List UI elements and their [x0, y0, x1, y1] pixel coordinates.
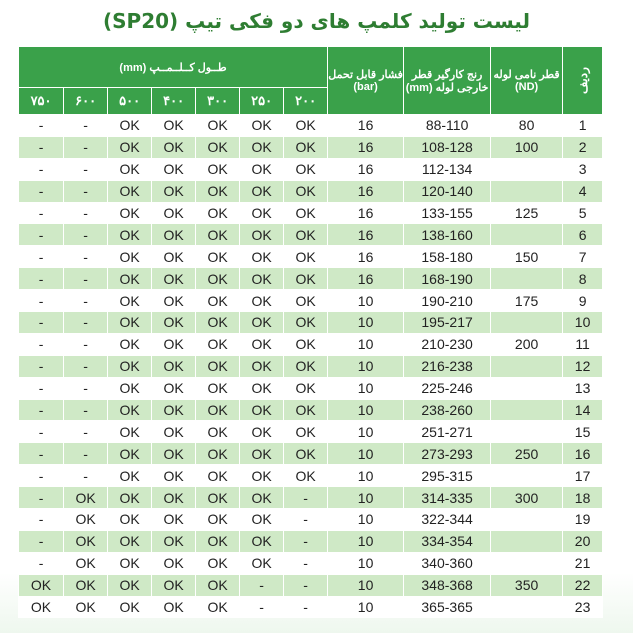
working-range-cell: 112-134 — [404, 158, 491, 180]
length-availability-cell: - — [19, 290, 64, 312]
nominal-diameter-cell — [491, 355, 563, 377]
length-availability-cell: OK — [108, 552, 152, 574]
working-range-cell: 108-128 — [404, 136, 491, 158]
length-availability-cell: OK — [240, 115, 284, 137]
length-availability-cell: OK — [196, 180, 240, 202]
length-availability-cell: - — [64, 465, 108, 487]
pressure-cell: 10 — [328, 355, 404, 377]
table-head — [19, 47, 603, 115]
length-availability-cell: OK — [152, 246, 196, 268]
length-availability-cell: OK — [196, 224, 240, 246]
nominal-diameter-cell — [491, 180, 563, 202]
table-row — [19, 596, 603, 618]
length-availability-cell: OK — [152, 224, 196, 246]
header-length-2: ۳۰۰ — [196, 88, 240, 115]
pressure-cell: 10 — [328, 443, 404, 465]
length-availability-cell: OK — [284, 136, 328, 158]
pressure-cell: 10 — [328, 596, 404, 618]
length-availability-cell: OK — [108, 355, 152, 377]
length-availability-cell: - — [64, 224, 108, 246]
length-availability-cell: OK — [108, 246, 152, 268]
length-availability-cell: - — [284, 574, 328, 596]
length-availability-cell: OK — [196, 290, 240, 312]
length-availability-cell: OK — [152, 268, 196, 290]
length-availability-cell: - — [19, 224, 64, 246]
length-availability-cell: - — [19, 246, 64, 268]
length-availability-cell: OK — [108, 290, 152, 312]
length-availability-cell: - — [284, 487, 328, 509]
nominal-diameter-cell: 300 — [491, 487, 563, 509]
length-availability-cell: - — [19, 552, 64, 574]
header-length-0: ۲۰۰ — [284, 88, 328, 115]
table-row — [19, 312, 603, 334]
nominal-diameter-cell: 250 — [491, 443, 563, 465]
length-availability-cell: OK — [240, 136, 284, 158]
length-availability-cell: OK — [196, 268, 240, 290]
pressure-cell: 16 — [328, 115, 404, 137]
length-availability-cell: OK — [108, 377, 152, 399]
length-availability-cell: - — [19, 530, 64, 552]
length-availability-cell: OK — [152, 290, 196, 312]
page-title: لیست تولید کلمپ های دو فکی تیپ (SP20) — [103, 9, 530, 33]
length-availability-cell: OK — [108, 312, 152, 334]
nominal-diameter-cell — [491, 530, 563, 552]
header-row-number: ردیف — [563, 47, 603, 115]
length-availability-cell: - — [19, 355, 64, 377]
nominal-diameter-cell — [491, 312, 563, 334]
length-availability-cell: OK — [64, 530, 108, 552]
table-row — [19, 115, 603, 137]
length-availability-cell: OK — [108, 202, 152, 224]
length-availability-cell: - — [19, 443, 64, 465]
table-row — [19, 136, 603, 158]
header-length-5: ۶۰۰ — [64, 88, 108, 115]
length-availability-cell: - — [19, 377, 64, 399]
pressure-cell: 16 — [328, 180, 404, 202]
length-availability-cell: - — [240, 596, 284, 618]
length-availability-cell: OK — [196, 202, 240, 224]
row-number-cell: 22 — [563, 574, 603, 596]
length-availability-cell: - — [64, 399, 108, 421]
length-availability-cell: OK — [196, 399, 240, 421]
row-number-cell: 4 — [563, 180, 603, 202]
table-row — [19, 355, 603, 377]
working-range-cell: 314-335 — [404, 487, 491, 509]
pressure-cell: 10 — [328, 421, 404, 443]
nominal-diameter-cell: 175 — [491, 290, 563, 312]
length-availability-cell: OK — [284, 268, 328, 290]
length-availability-cell: OK — [152, 333, 196, 355]
pressure-cell: 16 — [328, 268, 404, 290]
length-availability-cell: - — [19, 136, 64, 158]
working-range-cell: 334-354 — [404, 530, 491, 552]
nominal-diameter-cell: 150 — [491, 246, 563, 268]
length-availability-cell: OK — [152, 355, 196, 377]
length-availability-cell: - — [64, 268, 108, 290]
pressure-cell: 10 — [328, 552, 404, 574]
length-availability-cell: OK — [108, 399, 152, 421]
pressure-cell: 16 — [328, 224, 404, 246]
length-availability-cell: OK — [108, 268, 152, 290]
length-availability-cell: OK — [240, 333, 284, 355]
length-availability-cell: OK — [196, 574, 240, 596]
length-availability-cell: OK — [284, 443, 328, 465]
row-number-cell: 15 — [563, 421, 603, 443]
length-availability-cell: OK — [152, 202, 196, 224]
row-number-cell: 6 — [563, 224, 603, 246]
working-range-cell: 133-155 — [404, 202, 491, 224]
table-row — [19, 333, 603, 355]
length-availability-cell: OK — [152, 421, 196, 443]
length-availability-cell: OK — [196, 421, 240, 443]
length-availability-cell: OK — [284, 399, 328, 421]
length-availability-cell: OK — [284, 333, 328, 355]
length-availability-cell: - — [19, 312, 64, 334]
length-availability-cell: OK — [196, 443, 240, 465]
row-number-cell: 18 — [563, 487, 603, 509]
length-availability-cell: OK — [152, 377, 196, 399]
table-row — [19, 290, 603, 312]
length-availability-cell: OK — [152, 465, 196, 487]
pressure-cell: 10 — [328, 487, 404, 509]
nominal-diameter-cell — [491, 465, 563, 487]
nominal-diameter-cell: 200 — [491, 333, 563, 355]
length-availability-cell: OK — [240, 465, 284, 487]
pressure-cell: 16 — [328, 246, 404, 268]
length-availability-cell: - — [19, 202, 64, 224]
length-availability-cell: - — [64, 246, 108, 268]
length-availability-cell: OK — [240, 224, 284, 246]
length-availability-cell: - — [19, 268, 64, 290]
working-range-cell: 225-246 — [404, 377, 491, 399]
table-row — [19, 421, 603, 443]
table-row — [19, 509, 603, 531]
length-availability-cell: OK — [152, 552, 196, 574]
row-number-cell: 13 — [563, 377, 603, 399]
working-range-cell: 273-293 — [404, 443, 491, 465]
length-availability-cell: OK — [108, 509, 152, 531]
row-number-cell: 12 — [563, 355, 603, 377]
pressure-cell: 10 — [328, 333, 404, 355]
row-number-cell: 7 — [563, 246, 603, 268]
working-range-cell: 295-315 — [404, 465, 491, 487]
length-availability-cell: - — [64, 377, 108, 399]
length-availability-cell: OK — [196, 487, 240, 509]
length-availability-cell: - — [284, 552, 328, 574]
length-availability-cell: - — [284, 530, 328, 552]
length-availability-cell: OK — [108, 333, 152, 355]
working-range-cell: 322-344 — [404, 509, 491, 531]
length-availability-cell: - — [284, 596, 328, 618]
table-row — [19, 552, 603, 574]
length-availability-cell: OK — [284, 377, 328, 399]
length-availability-cell: OK — [152, 443, 196, 465]
length-availability-cell: - — [19, 333, 64, 355]
length-availability-cell: OK — [284, 158, 328, 180]
length-availability-cell: OK — [108, 158, 152, 180]
nominal-diameter-cell: 125 — [491, 202, 563, 224]
length-availability-cell: OK — [240, 377, 284, 399]
working-range-cell: 120-140 — [404, 180, 491, 202]
length-availability-cell: - — [64, 355, 108, 377]
length-availability-cell: OK — [240, 246, 284, 268]
length-availability-cell: OK — [196, 355, 240, 377]
length-availability-cell: - — [284, 509, 328, 531]
length-availability-cell: OK — [152, 136, 196, 158]
length-availability-cell: OK — [196, 115, 240, 137]
nominal-diameter-cell: 350 — [491, 574, 563, 596]
pressure-cell: 16 — [328, 202, 404, 224]
length-availability-cell: - — [19, 115, 64, 137]
length-availability-cell: OK — [108, 487, 152, 509]
length-availability-cell: - — [19, 487, 64, 509]
length-availability-cell: OK — [196, 509, 240, 531]
pressure-cell: 16 — [328, 158, 404, 180]
length-availability-cell: OK — [152, 596, 196, 618]
table-row — [19, 377, 603, 399]
row-number-cell: 17 — [563, 465, 603, 487]
length-availability-cell: - — [19, 399, 64, 421]
working-range-cell: 190-210 — [404, 290, 491, 312]
length-availability-cell: OK — [152, 574, 196, 596]
nominal-diameter-cell — [491, 509, 563, 531]
length-availability-cell: OK — [108, 443, 152, 465]
working-range-cell: 340-360 — [404, 552, 491, 574]
pressure-cell: 10 — [328, 399, 404, 421]
table-row — [19, 268, 603, 290]
row-number-cell: 8 — [563, 268, 603, 290]
nominal-diameter-cell — [491, 158, 563, 180]
pressure-cell: 10 — [328, 312, 404, 334]
table-row — [19, 224, 603, 246]
table-row — [19, 530, 603, 552]
table-row — [19, 180, 603, 202]
pressure-cell: 10 — [328, 574, 404, 596]
length-availability-cell: - — [240, 574, 284, 596]
length-availability-cell: - — [64, 180, 108, 202]
length-availability-cell: - — [64, 312, 108, 334]
length-availability-cell: OK — [284, 290, 328, 312]
working-range-cell: 251-271 — [404, 421, 491, 443]
length-availability-cell: - — [19, 180, 64, 202]
length-availability-cell: OK — [108, 530, 152, 552]
pressure-cell: 10 — [328, 290, 404, 312]
table-row — [19, 202, 603, 224]
length-availability-cell: OK — [64, 596, 108, 618]
length-availability-cell: OK — [152, 180, 196, 202]
pressure-cell: 10 — [328, 509, 404, 531]
length-availability-cell: - — [64, 202, 108, 224]
table-row — [19, 487, 603, 509]
length-availability-cell: OK — [108, 180, 152, 202]
length-availability-cell: OK — [196, 596, 240, 618]
working-range-cell: 195-217 — [404, 312, 491, 334]
length-availability-cell: - — [64, 136, 108, 158]
length-availability-cell: OK — [284, 202, 328, 224]
length-availability-cell: - — [64, 421, 108, 443]
length-availability-cell: OK — [108, 136, 152, 158]
row-number-cell: 20 — [563, 530, 603, 552]
length-availability-cell: OK — [152, 115, 196, 137]
header-length-4: ۵۰۰ — [108, 88, 152, 115]
length-availability-cell: OK — [196, 246, 240, 268]
length-availability-cell: OK — [108, 574, 152, 596]
length-availability-cell: OK — [196, 136, 240, 158]
length-availability-cell: OK — [240, 552, 284, 574]
table-row — [19, 574, 603, 596]
length-availability-cell: OK — [19, 574, 64, 596]
header-pressure: فشار قابل تحمل (bar) — [328, 47, 404, 115]
length-availability-cell: OK — [284, 224, 328, 246]
length-availability-cell: OK — [64, 509, 108, 531]
working-range-cell: 168-190 — [404, 268, 491, 290]
length-availability-cell: - — [19, 509, 64, 531]
length-availability-cell: OK — [196, 530, 240, 552]
nominal-diameter-cell: 80 — [491, 115, 563, 137]
length-availability-cell: OK — [284, 246, 328, 268]
row-number-cell: 5 — [563, 202, 603, 224]
length-availability-cell: OK — [240, 487, 284, 509]
working-range-cell: 158-180 — [404, 246, 491, 268]
working-range-cell: 365-365 — [404, 596, 491, 618]
length-availability-cell: OK — [108, 115, 152, 137]
nominal-diameter-cell: 100 — [491, 136, 563, 158]
header-length-3: ۴۰۰ — [152, 88, 196, 115]
row-number-cell: 9 — [563, 290, 603, 312]
row-number-cell: 23 — [563, 596, 603, 618]
working-range-cell: 238-260 — [404, 399, 491, 421]
working-range-cell: 138-160 — [404, 224, 491, 246]
length-availability-cell: OK — [152, 158, 196, 180]
length-availability-cell: OK — [240, 443, 284, 465]
nominal-diameter-cell — [491, 224, 563, 246]
length-availability-cell: OK — [108, 421, 152, 443]
nominal-diameter-cell — [491, 377, 563, 399]
length-availability-cell: OK — [64, 552, 108, 574]
length-availability-cell: - — [19, 465, 64, 487]
header-length-1: ۲۵۰ — [240, 88, 284, 115]
length-availability-cell: OK — [240, 312, 284, 334]
table-row — [19, 246, 603, 268]
length-availability-cell: - — [64, 290, 108, 312]
length-availability-cell: - — [64, 333, 108, 355]
length-availability-cell: OK — [196, 377, 240, 399]
header-clamp-length: طــول کــلــمــپ (mm) — [19, 47, 328, 88]
length-availability-cell: OK — [64, 574, 108, 596]
header-working-range: رنج کارگیر قطر خارجی لوله (mm) — [404, 47, 491, 115]
table-body — [19, 115, 603, 618]
length-availability-cell: OK — [64, 487, 108, 509]
row-number-cell: 1 — [563, 115, 603, 137]
length-availability-cell: - — [64, 443, 108, 465]
length-availability-cell: - — [19, 158, 64, 180]
pressure-cell: 10 — [328, 530, 404, 552]
length-availability-cell: OK — [196, 465, 240, 487]
length-availability-cell: OK — [196, 333, 240, 355]
length-availability-cell: OK — [152, 530, 196, 552]
pressure-cell: 10 — [328, 377, 404, 399]
nominal-diameter-cell — [491, 268, 563, 290]
working-range-cell: 210-230 — [404, 333, 491, 355]
length-availability-cell: OK — [284, 115, 328, 137]
length-availability-cell: OK — [284, 312, 328, 334]
row-number-cell: 21 — [563, 552, 603, 574]
length-availability-cell: OK — [240, 509, 284, 531]
pressure-cell: 16 — [328, 136, 404, 158]
length-availability-cell: OK — [108, 596, 152, 618]
nominal-diameter-cell — [491, 552, 563, 574]
length-availability-cell: - — [19, 421, 64, 443]
length-availability-cell: OK — [240, 399, 284, 421]
working-range-cell: 88-110 — [404, 115, 491, 137]
table-row — [19, 399, 603, 421]
length-availability-cell: OK — [196, 552, 240, 574]
nominal-diameter-cell — [491, 421, 563, 443]
nominal-diameter-cell — [491, 399, 563, 421]
header-length-6: ۷۵۰ — [19, 88, 64, 115]
length-availability-cell: OK — [152, 399, 196, 421]
length-availability-cell: - — [64, 158, 108, 180]
length-availability-cell: OK — [284, 465, 328, 487]
row-number-cell: 3 — [563, 158, 603, 180]
length-availability-cell: OK — [240, 158, 284, 180]
length-availability-cell: OK — [240, 290, 284, 312]
length-availability-cell: OK — [152, 487, 196, 509]
length-availability-cell: OK — [240, 202, 284, 224]
length-availability-cell: OK — [240, 421, 284, 443]
length-availability-cell: OK — [284, 180, 328, 202]
length-availability-cell: OK — [152, 312, 196, 334]
row-number-cell: 10 — [563, 312, 603, 334]
length-availability-cell: OK — [240, 530, 284, 552]
row-number-cell: 2 — [563, 136, 603, 158]
table-row — [19, 443, 603, 465]
table-row — [19, 465, 603, 487]
length-availability-cell: OK — [196, 312, 240, 334]
working-range-cell: 216-238 — [404, 355, 491, 377]
length-availability-cell: OK — [19, 596, 64, 618]
length-availability-cell: OK — [284, 421, 328, 443]
length-availability-cell: OK — [284, 355, 328, 377]
length-availability-cell: OK — [108, 224, 152, 246]
length-availability-cell: OK — [196, 158, 240, 180]
working-range-cell: 348-368 — [404, 574, 491, 596]
length-availability-cell: OK — [152, 509, 196, 531]
row-number-cell: 14 — [563, 399, 603, 421]
nominal-diameter-cell — [491, 596, 563, 618]
length-availability-cell: OK — [240, 180, 284, 202]
length-availability-cell: OK — [108, 465, 152, 487]
row-number-cell: 11 — [563, 333, 603, 355]
table-row — [19, 158, 603, 180]
length-availability-cell: OK — [240, 268, 284, 290]
length-availability-cell: OK — [240, 355, 284, 377]
row-number-cell: 19 — [563, 509, 603, 531]
pressure-cell: 10 — [328, 465, 404, 487]
row-number-cell: 16 — [563, 443, 603, 465]
header-nominal-diameter: قطر نامی لوله (ND) — [491, 47, 563, 115]
length-availability-cell: - — [64, 115, 108, 137]
production-table — [18, 46, 603, 618]
